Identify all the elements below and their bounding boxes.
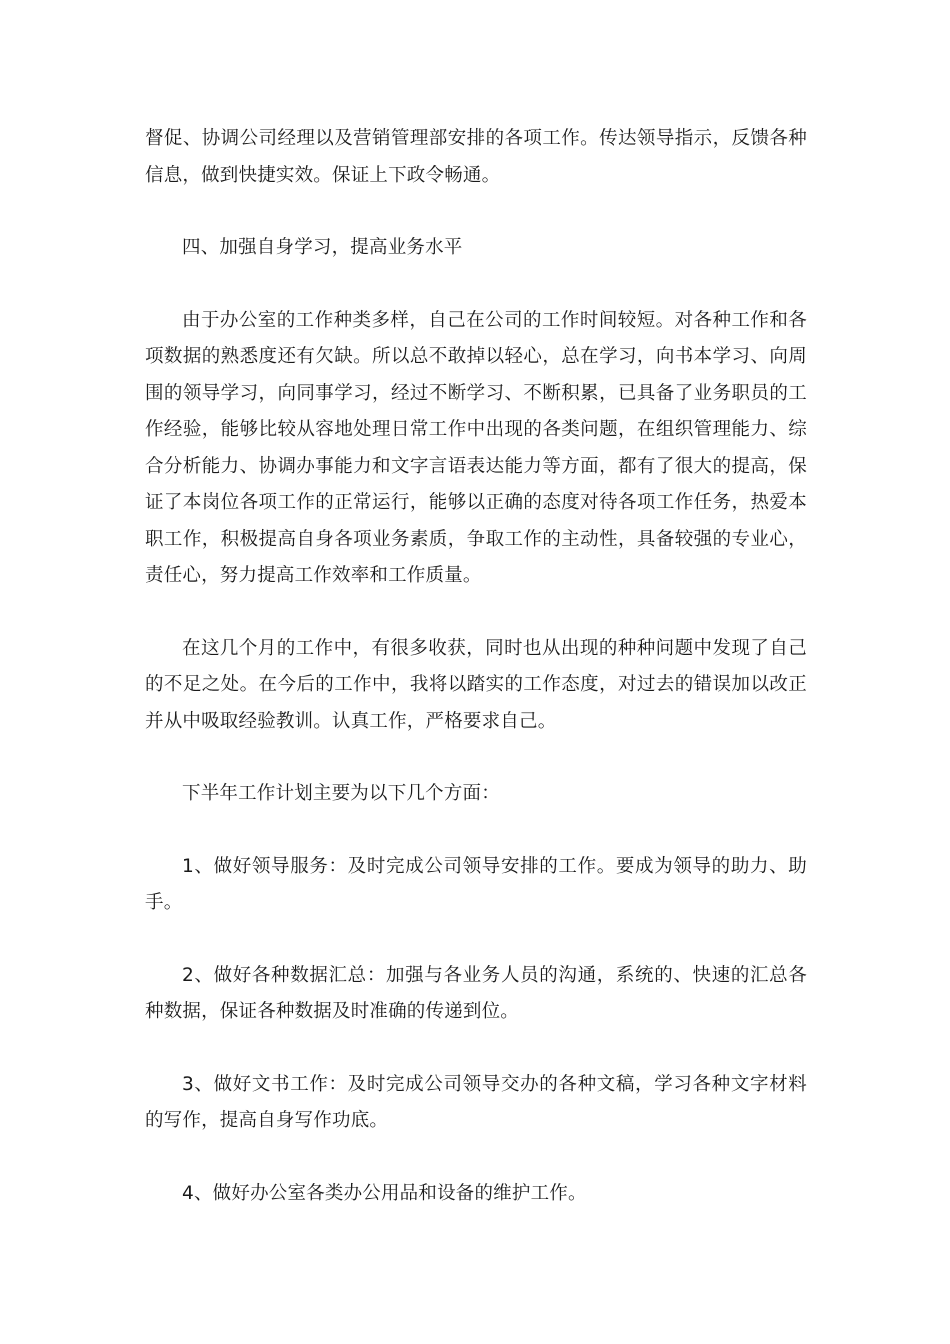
section-heading: 四、加强自身学习，提高业务水平 (182, 237, 463, 258)
plan-item-2: 2、做好各种数据汇总：加强与各业务人员的沟通，系统的、快速的汇总各种数据，保证各种数据及时准确的传递到位。 (145, 964, 807, 1022)
paragraph-gap (145, 1140, 807, 1176)
plan-item-3: 3、做好文书工作：及时完成公司领导交办的各种文稿，学习各种文字材料的写作，提高自身写作功底。 (145, 1073, 807, 1131)
paragraph-gap (145, 194, 807, 230)
plan-item-1: 1、做好领导服务：及时完成公司领导安排的工作。要成为领导的助力、助手。 (145, 855, 807, 913)
paragraph-learning: 由于办公室的工作种类多样，自己在公司的工作时间较短。对各种工作和各项数据的熟悉度还有欠缺。所以总不敢掉以轻心，总在学习，向书本学习、向周围的领导学习，向同事学习，经过不断学习、不断积累，已具备了业务职员的工作经验，能够比较从容地处理日常工作中出现的各类问题，在组织管理能力、综合分析能力、协调办事能力和文字言语表达能力等方面，都有了很大的提高，保证了本岗位各项工作的正常运行，能够以正确的态度对待各项工作任务，热爱本职工作，积极提高自身各项业务素质，争取工作的主动性，具备较强的专业心，责任心，努力提高工作效率和工作质量。 (145, 309, 807, 586)
paragraph-reflection: 在这几个月的工作中，有很多收获，同时也从出现的种种问题中发现了自己的不足之处。在今后的工作中，我将以踏实的工作态度，对过去的错误加以改正并从中吸取经验教训。认真工作，严格要求自己。 (145, 637, 807, 732)
paragraph-gap (145, 267, 807, 303)
paragraph-gap (145, 813, 807, 849)
paragraph-gap (145, 595, 807, 631)
paragraph-gap (145, 922, 807, 958)
paragraph-gap (145, 1031, 807, 1067)
plan-item-4: 4、做好办公室各类办公用品和设备的维护工作。 (182, 1182, 587, 1204)
paragraph-continuation: 督促、协调公司经理以及营销管理部安排的各项工作。传达领导指示，反馈各种信息，做到快捷实效。保证上下政令畅通。 (145, 128, 807, 186)
plan-intro: 下半年工作计划主要为以下几个方面： (182, 783, 500, 804)
document-body (145, 121, 807, 1212)
paragraph-gap (145, 740, 807, 776)
